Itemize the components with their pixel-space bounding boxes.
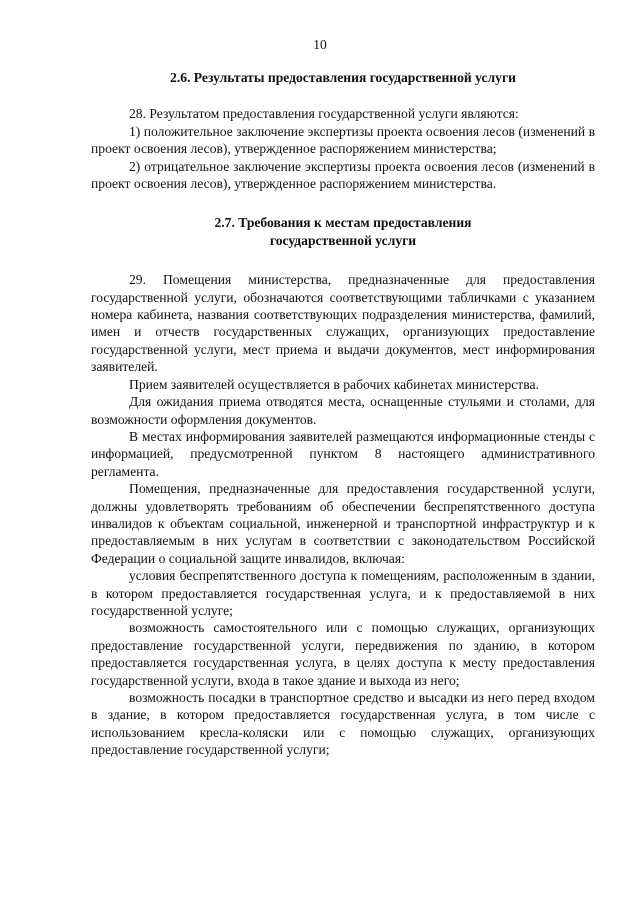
page-number: 10 [313, 37, 327, 52]
paragraph: В местах информирования заявителей размещаются информационные стенды с информацией, предусмотренной пунктом 8 настоящего административного регламента. [91, 428, 595, 479]
paragraph: Прием заявителей осуществляется в рабочих кабинетах министерства. [129, 376, 539, 392]
paragraph: Для ожидания приема отводятся места, оснащенные стульями и столами, для возможности оформления документов. [91, 394, 595, 427]
heading-line: 2.6. Результаты предоставления государственной услуги [170, 70, 516, 85]
document-body [91, 69, 595, 759]
paragraph: возможность самостоятельного или с помощью служащих, организующих предоставление государственной услуги, передвижения по зданию, в котором предоставляется государственная услуга, в целях доступа к месту предоставления государственной услуги, входа в такое здание и выхода из него; [91, 620, 595, 688]
heading-line: государственной услуги [269, 232, 417, 248]
paragraph: условия беспрепятственного доступа к помещениям, расположенным в здании, в котором предоставляется государственная услуга, и к предоставляемой в них государственной услуге; [91, 568, 595, 618]
paragraph: 1) положительное заключение экспертизы проекта освоения лесов (изменений в проект освоения лесов), утвержденное распоряжением министерства; [91, 123, 595, 157]
section-heading-2-6 [91, 69, 595, 86]
paragraph: возможность посадки в транспортное средство и высадки из него перед входом в здание, в котором предоставляется государственная услуга, в том числе с использованием кресла-коляски или с помощью служащих, организующих предоставление государственной услуги; [91, 690, 595, 758]
paragraph: 28. Результатом предоставления государственной услуги являются: [129, 106, 519, 122]
paragraph: 2) отрицательное заключение экспертизы проекта освоения лесов (изменений в проект освоения лесов), утвержденное распоряжением министерства. [91, 158, 595, 192]
section-heading-2-7 [91, 214, 595, 249]
paragraph: Помещения, предназначенные для предоставления государственной услуги, должны удовлетворять требованиям об обеспечении беспрепятственного доступа инвалидов к объектам социальной, инженерной и транспортной инфраструктур и к предоставляемым в них услугам в соответствии с законодательством Российской Федерации о социальной защите инвалидов, включая: [91, 481, 595, 566]
heading-line: 2.7. Требования к местам предоставления [214, 215, 472, 231]
paragraph: 29. Помещения министерства, предназначенные для предоставления государственной услуги, обозначаются соответствующими табличками с указанием номера кабинета, названия соответствующих подразделения министерства, фамилий, имен и отчеств государственных служащих, организующих предоставление государственной услуги, мест приема и выдачи документов, мест информирования заявителей. [91, 272, 595, 375]
